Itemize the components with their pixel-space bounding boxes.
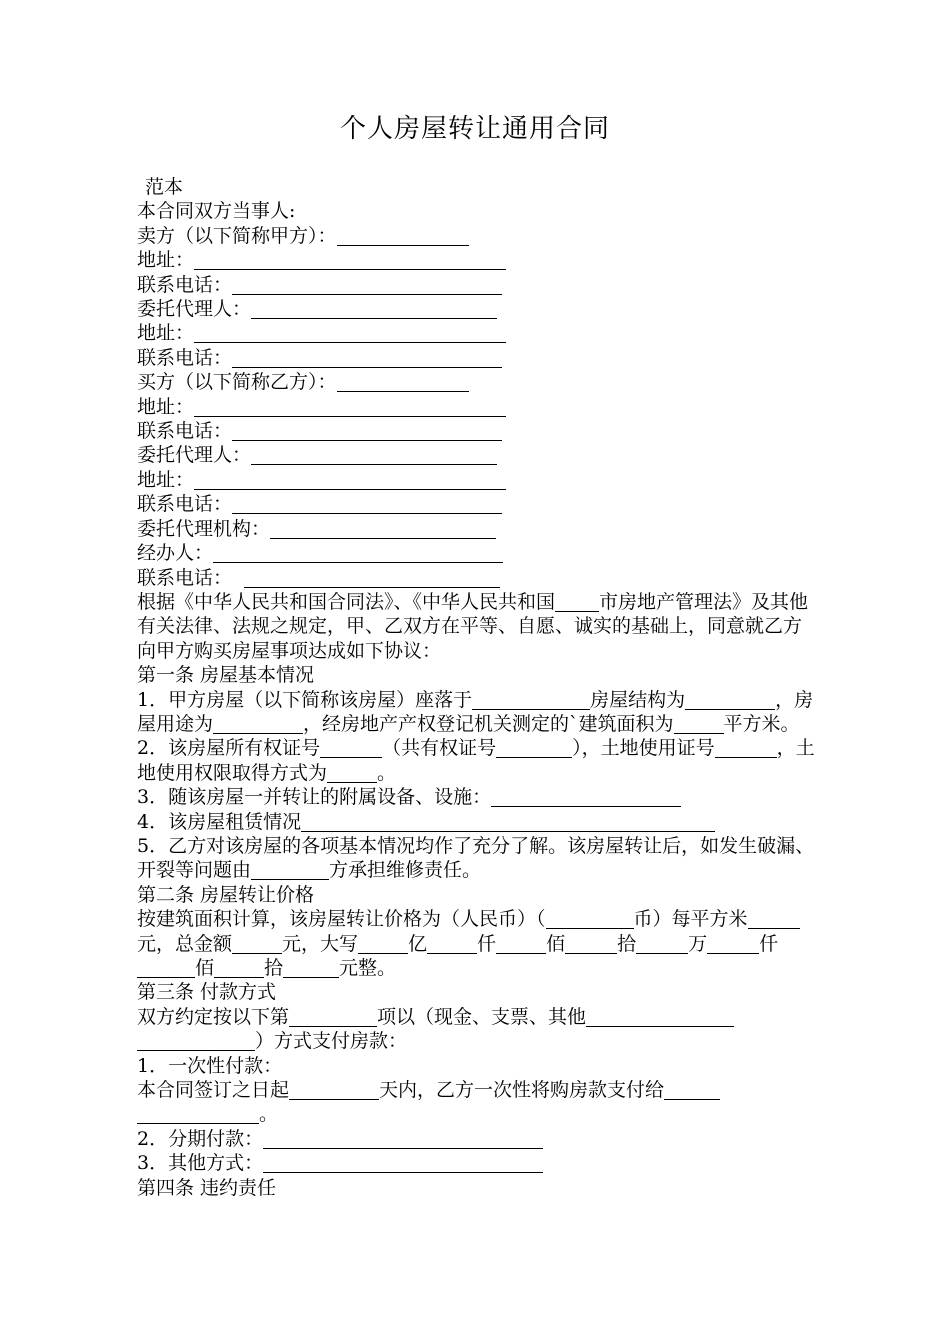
- seller-address-line: 地址：: [137, 248, 817, 272]
- buyer-agent-address-blank[interactable]: [194, 470, 506, 490]
- seller-agent-phone-line: 联系电话：: [137, 346, 817, 370]
- article-4-heading: 第四条 违约责任: [137, 1176, 277, 1199]
- buyer-agent-phone-line: 联系电话：: [137, 492, 817, 516]
- facilities-blank[interactable]: [491, 787, 681, 807]
- installment-blank[interactable]: [263, 1129, 543, 1149]
- article-1-item-2: 2．该房屋所有权证号 （共有权证号 ），土地使用证号 ，土地使用权限取得方式为 。: [137, 737, 815, 784]
- article-1-item-1: 1．甲方房屋（以下简称该房屋）座落于 房屋结构为 ，房屋用途为 ，经房地产产权登记机关测定的`建筑面积为 平方米。: [137, 688, 814, 735]
- article-3-paragraph: 双方约定按以下第 项以（现金、支票、其他）方式支付房款：: [137, 1005, 817, 1054]
- seller-address-blank[interactable]: [194, 250, 506, 270]
- buyer-phone-blank[interactable]: [232, 421, 502, 441]
- article-1-item-4: 4．该房屋租赁情况: [137, 810, 817, 834]
- qian2-blank[interactable]: [707, 934, 759, 954]
- total-amount-blank[interactable]: [232, 934, 282, 954]
- seller-agent-blank[interactable]: [251, 299, 497, 319]
- buyer-agent-blank[interactable]: [251, 445, 497, 465]
- qian-blank[interactable]: [427, 934, 477, 954]
- location-blank[interactable]: [472, 690, 590, 710]
- payment-method-blank[interactable]: [586, 1007, 734, 1027]
- seller-blank[interactable]: [337, 226, 469, 246]
- shi-blank[interactable]: [565, 934, 617, 954]
- bai2-blank[interactable]: [137, 958, 195, 978]
- buyer-line: 买方（以下简称乙方）：: [137, 370, 817, 394]
- buyer-address-blank[interactable]: [194, 397, 506, 417]
- payee-blank-cont[interactable]: [137, 1104, 259, 1124]
- seller-agent-phone-blank[interactable]: [232, 348, 502, 368]
- agency-phone-line: 联系电话：: [137, 566, 817, 590]
- ownership-cert-blank[interactable]: [320, 738, 382, 758]
- unit-price-blank[interactable]: [748, 909, 800, 929]
- agency-line: 委托代理机构：: [137, 517, 817, 541]
- agency-phone-blank[interactable]: [244, 568, 500, 588]
- buyer-phone-line: 联系电话：: [137, 419, 817, 443]
- payment-option-blank[interactable]: [289, 1007, 377, 1027]
- handler-line: 经办人：: [137, 541, 817, 565]
- seller-agent-address-blank[interactable]: [194, 323, 506, 343]
- wan-blank[interactable]: [636, 934, 688, 954]
- seller-line: 卖方（以下简称甲方）：: [137, 224, 817, 248]
- payee-blank[interactable]: [664, 1080, 720, 1100]
- buyer-address-line: 地址：: [137, 395, 817, 419]
- buyer-blank[interactable]: [337, 372, 469, 392]
- yuan-blank[interactable]: [283, 958, 339, 978]
- land-cert-blank[interactable]: [715, 738, 777, 758]
- article-3-heading: 第三条 付款方式: [137, 981, 277, 1004]
- city-blank[interactable]: [555, 592, 599, 612]
- other-method-blank[interactable]: [263, 1153, 543, 1173]
- payment-method-blank-cont[interactable]: [137, 1031, 255, 1051]
- area-blank[interactable]: [674, 714, 724, 734]
- other-method-line: 3．其他方式：: [137, 1151, 817, 1175]
- seller-phone-line: 联系电话：: [137, 273, 817, 297]
- seller-agent-address-line: 地址：: [137, 321, 817, 345]
- repair-party-blank[interactable]: [251, 860, 329, 880]
- bai-blank[interactable]: [496, 934, 546, 954]
- template-label: 范本: [145, 176, 184, 198]
- structure-blank[interactable]: [685, 690, 775, 710]
- article-1-heading: 第一条 房屋基本情况: [137, 664, 315, 687]
- land-method-blank[interactable]: [327, 763, 377, 783]
- document-title: 个人房屋转让通用合同: [339, 114, 610, 144]
- shi2-blank[interactable]: [214, 958, 264, 978]
- buyer-agent-phone-blank[interactable]: [232, 494, 502, 514]
- agency-blank[interactable]: [270, 519, 496, 539]
- article-2-heading: 第二条 房屋转让价格: [137, 883, 315, 906]
- parties-heading: 本合同双方当事人:: [137, 200, 296, 223]
- handler-blank[interactable]: [213, 543, 503, 563]
- lump-sum-paragraph: 本合同签订之日起 天内，乙方一次性将购房款支付给。: [137, 1078, 817, 1127]
- lump-sum-heading: 1．一次性付款：: [137, 1054, 283, 1077]
- seller-phone-blank[interactable]: [232, 275, 502, 295]
- usage-blank[interactable]: [213, 714, 303, 734]
- buyer-agent-line: 委托代理人：: [137, 443, 817, 467]
- seller-agent-line: 委托代理人：: [137, 297, 817, 321]
- article-1-item-3: 3．随该房屋一并转让的附属设备、设施：: [137, 785, 817, 809]
- buyer-agent-address-line: 地址：: [137, 468, 817, 492]
- currency-blank[interactable]: [546, 909, 634, 929]
- preamble-paragraph: 根据《中华人民共和国合同法》、《中华人民共和国 市房地产管理法》及其他有关法律、法规之规定，甲、乙双方在平等、自愿、诚实的基础上，同意就乙方向甲方购买房屋事项达成如下协议：: [137, 590, 809, 662]
- article-2-paragraph: 按建筑面积计算，该房屋转让价格为（人民币）（ 币）每平方米元，总金额 元，大写 亿 仟 佰 拾 万 仟佰 拾 元整。: [137, 907, 817, 980]
- co-ownership-cert-blank[interactable]: [496, 738, 572, 758]
- installment-line: 2．分期付款：: [137, 1127, 817, 1151]
- lease-status-blank[interactable]: [301, 812, 715, 832]
- days-blank[interactable]: [289, 1080, 379, 1100]
- yi-blank[interactable]: [358, 934, 408, 954]
- article-1-item-5: 5．乙方对该房屋的各项基本情况均作了充分了解。该房屋转让后，如发生破漏、开裂等问题由 方承担维修责任。: [137, 834, 815, 882]
- contract-body: [137, 175, 817, 1200]
